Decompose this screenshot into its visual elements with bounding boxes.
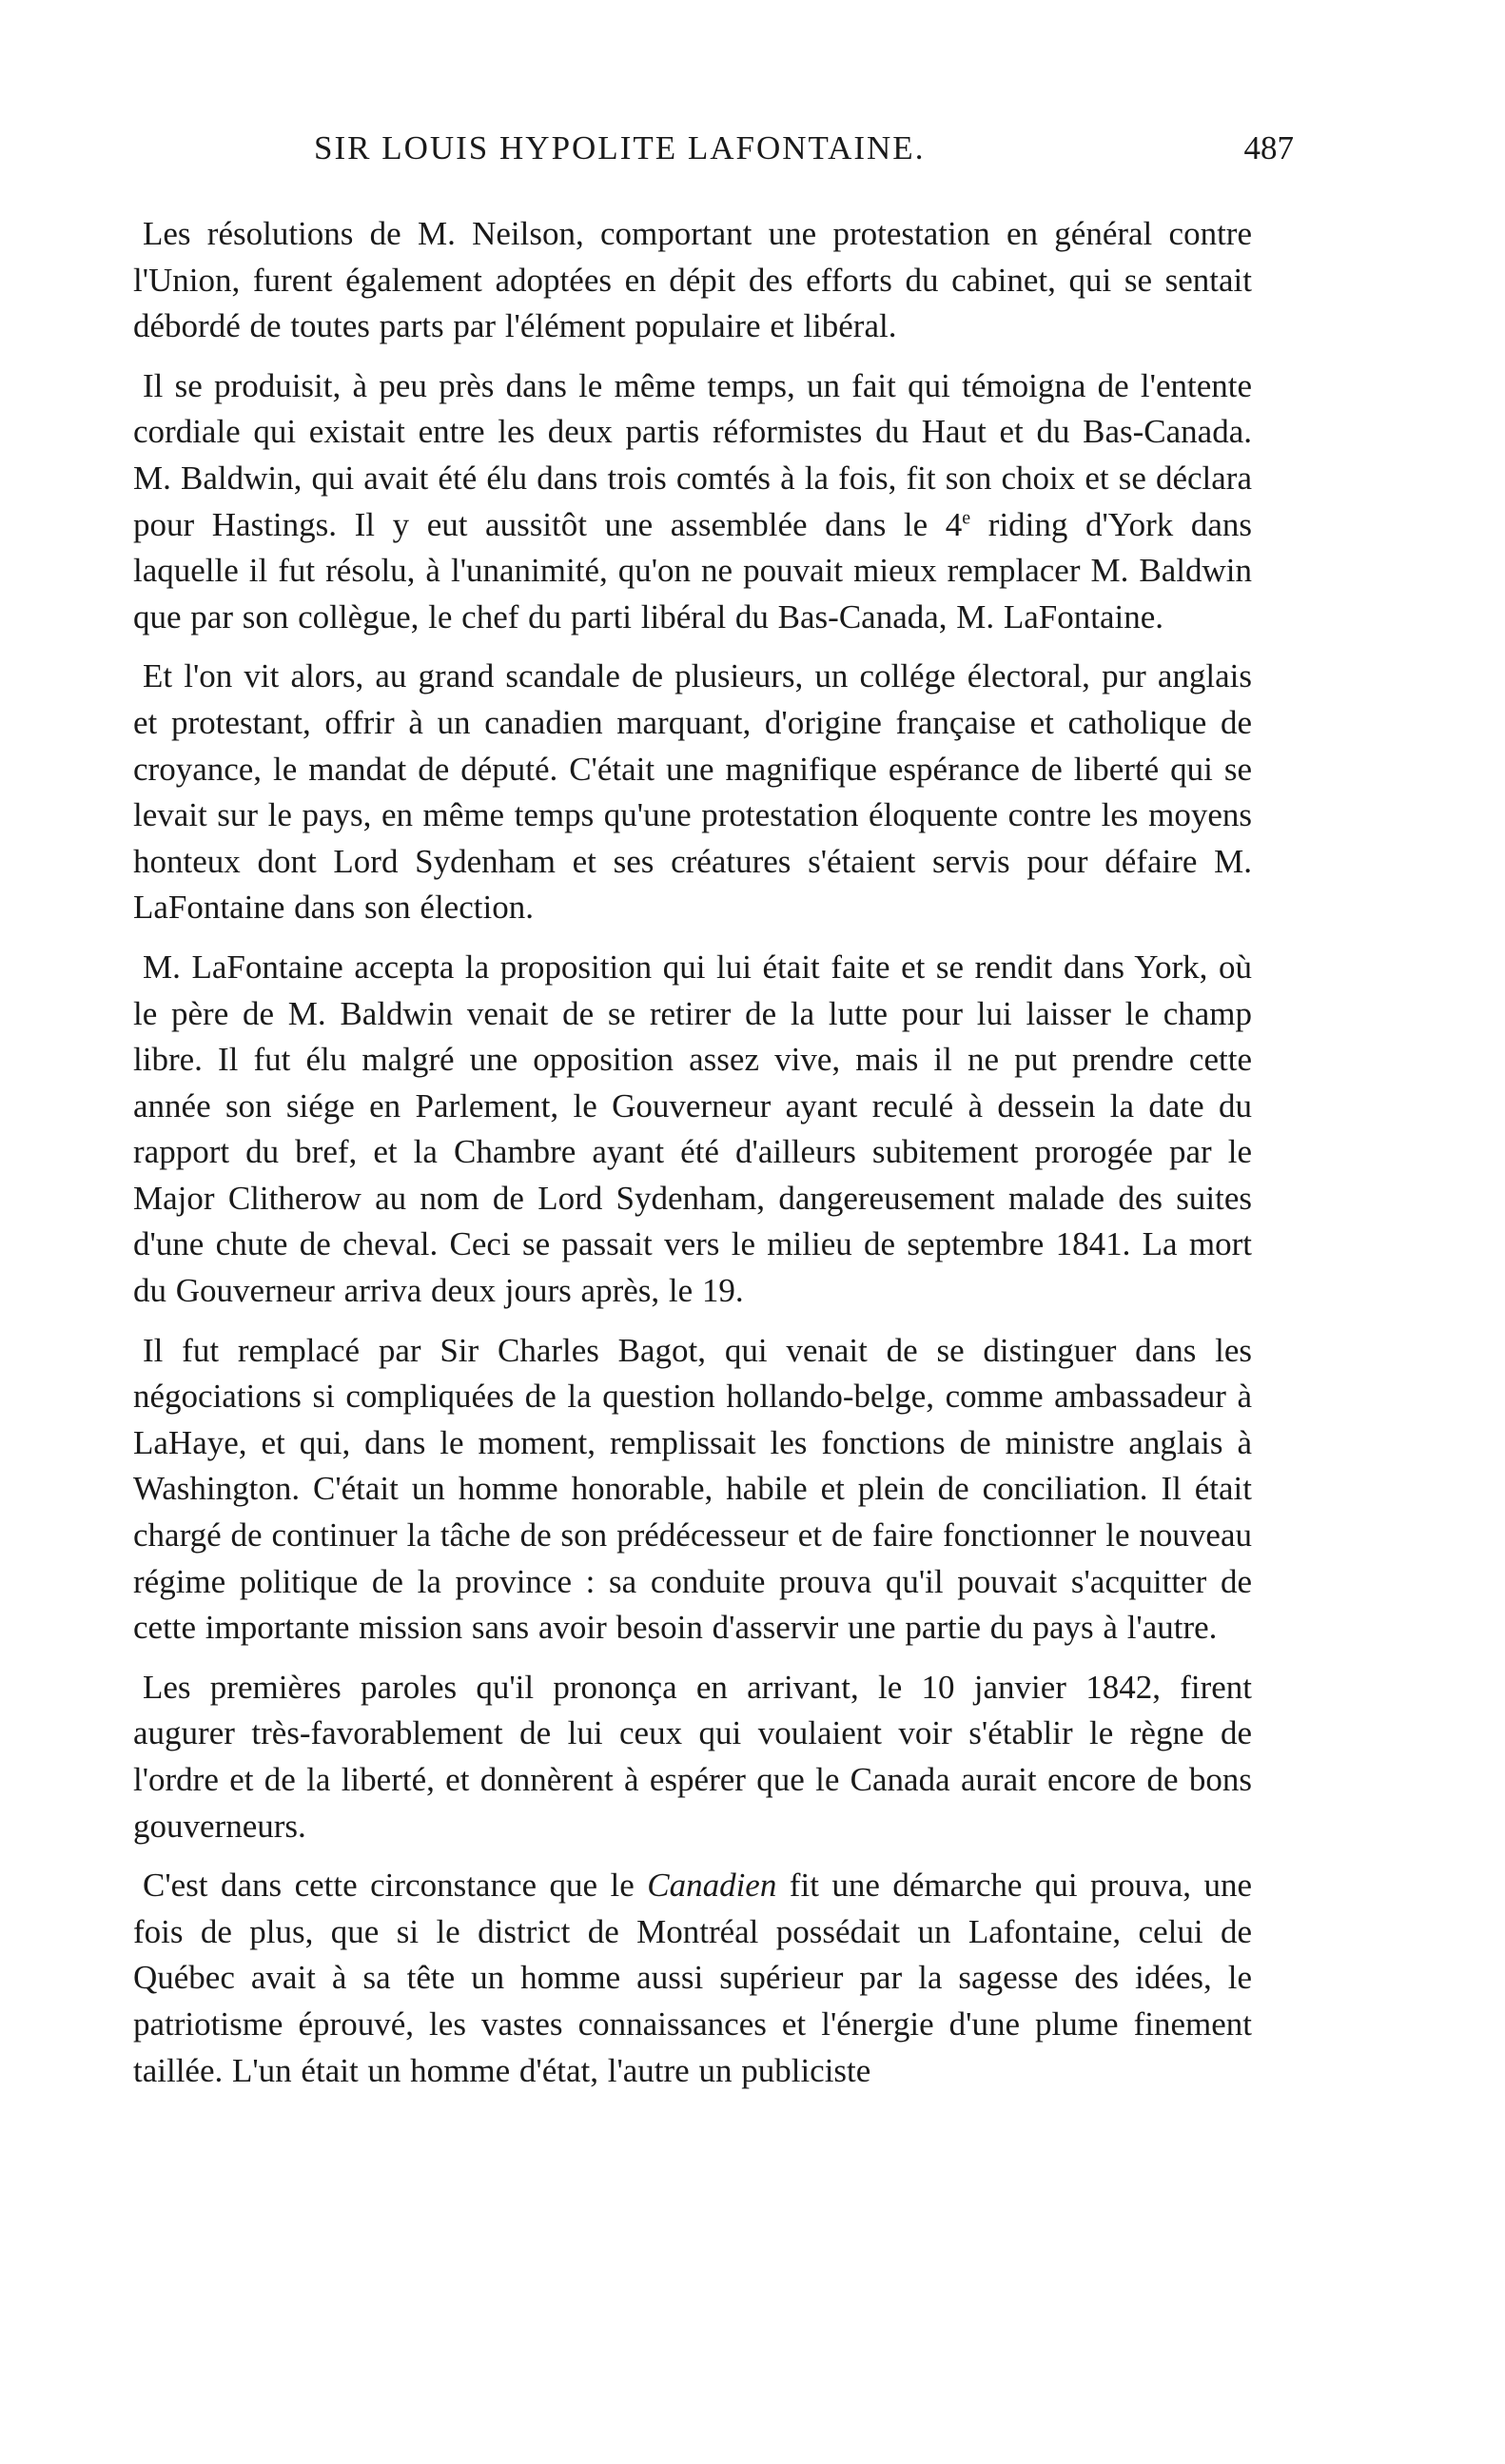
paragraph-text-continued: fit une démarche qui prouva, une fois de plus, que si le district de Montréal possédait un Lafontaine, celui de Québec avait à sa tête un homme aussi supérieur par la sagesse des idées, le patriotisme éprouvé, les vastes connaissances et l'énergie d'une plume finement taillée. L'un était un homme d'état, l'autre un publiciste [133, 1867, 1252, 2089]
page-body [133, 211, 1252, 2094]
paragraph-text: Et l'on vit alors, au grand scandale de plusieurs, un collége électoral, pur anglais et protestant, offrir à un canadien marquant, d'origine française et catholique de croyance, le mandat de député. C'était une magnifique espérance de liberté qui se levait sur le pays, en même temps qu'une protestation éloquente contre les moyens honteux dont Lord Sydenham et ses créatures s'étaient servis pour défaire M. LaFontaine dans son élection. [133, 657, 1252, 927]
paragraph-3 [133, 654, 1252, 931]
paragraph-5 [133, 1328, 1252, 1652]
paragraph-6 [133, 1665, 1252, 1849]
paragraph-4 [133, 945, 1252, 1315]
paragraph-text: Il se produisit, à peu près dans le même temps, un fait qui témoigna de l'entente cordiale qui existait entre les deux partis réformistes du Haut et du Bas-Canada. M. Baldwin, qui avait été élu dans trois comtés à la fois, fit son choix et se déclara pour Hastings. Il y eut aussitôt une assemblée dans le 4 [133, 366, 1252, 543]
page-number: 487 [1243, 129, 1294, 166]
newspaper-title: Canadien [647, 1867, 777, 1905]
ordinal-superscript: e [962, 506, 971, 528]
paragraph-text: C'est dans cette circonstance que le [143, 1867, 648, 1905]
paragraph-text: M. LaFontaine accepta la proposition qui lui était faite et se rendit dans York, où le père de M. Baldwin venait de se retirer de la lutte pour lui laisser le champ libre. Il fut élu malgré une opposition assez vive, mais il ne put prendre cette année son siége en Parlement, le Gouverneur ayant reculé à dessein la date du rapport du bref, et la Chambre ayant été d'ailleurs subitement prorogée par le Major Clitherow au nom de Lord Sydenham, dangereusement malade des suites d'une chute de cheval. Ceci se passait vers le milieu de septembre 1841. La mort du Gouverneur arriva deux jours après, le 19. [133, 948, 1252, 1310]
paragraph-text: Les premières paroles qu'il prononça en arrivant, le 10 janvier 1842, firent augurer très-favorablement de lui ceux qui voulaient voir s'établir le règne de l'ordre et de la liberté, et donnèrent à espérer que le Canada aurait encore de bons gouverneurs. [133, 1668, 1252, 1845]
paragraph-7 [133, 1863, 1252, 2094]
running-header [133, 129, 1294, 186]
paragraph-text: Les résolutions de M. Neilson, comportant une protestation en général contre l'Union, furent également adoptées en dépit des efforts du cabinet, qui se sentait débordé de toutes parts par l'élément populaire et libéral. [133, 215, 1252, 345]
paragraph-text-continued: riding d'York dans laquelle il fut résolu, à l'unanimité, qu'on ne pouvait mieux remplacer M. Baldwin que par son collègue, le chef du parti libéral du Bas-Canada, M. LaFontaine. [133, 505, 1252, 636]
running-title: SIR LOUIS HYPOLITE LAFONTAINE. [314, 129, 926, 166]
paragraph-1 [133, 211, 1252, 350]
paragraph-text: Il fut remplacé par Sir Charles Bagot, qui venait de se distinguer dans les négociations si compliquées de la question hollando-belge, comme ambassadeur à LaHaye, et qui, dans le moment, remplissait les fonctions de ministre anglais à Washington. C'était un homme honorable, habile et plein de conciliation. Il était chargé de continuer la tâche de son prédécesseur et de faire fonctionner le nouveau régime politique de la province : sa conduite prouva qu'il pouvait s'acquitter de cette importante mission sans avoir besoin d'asservir une partie du pays à l'autre. [133, 1331, 1252, 1647]
paragraph-2 [133, 363, 1252, 641]
